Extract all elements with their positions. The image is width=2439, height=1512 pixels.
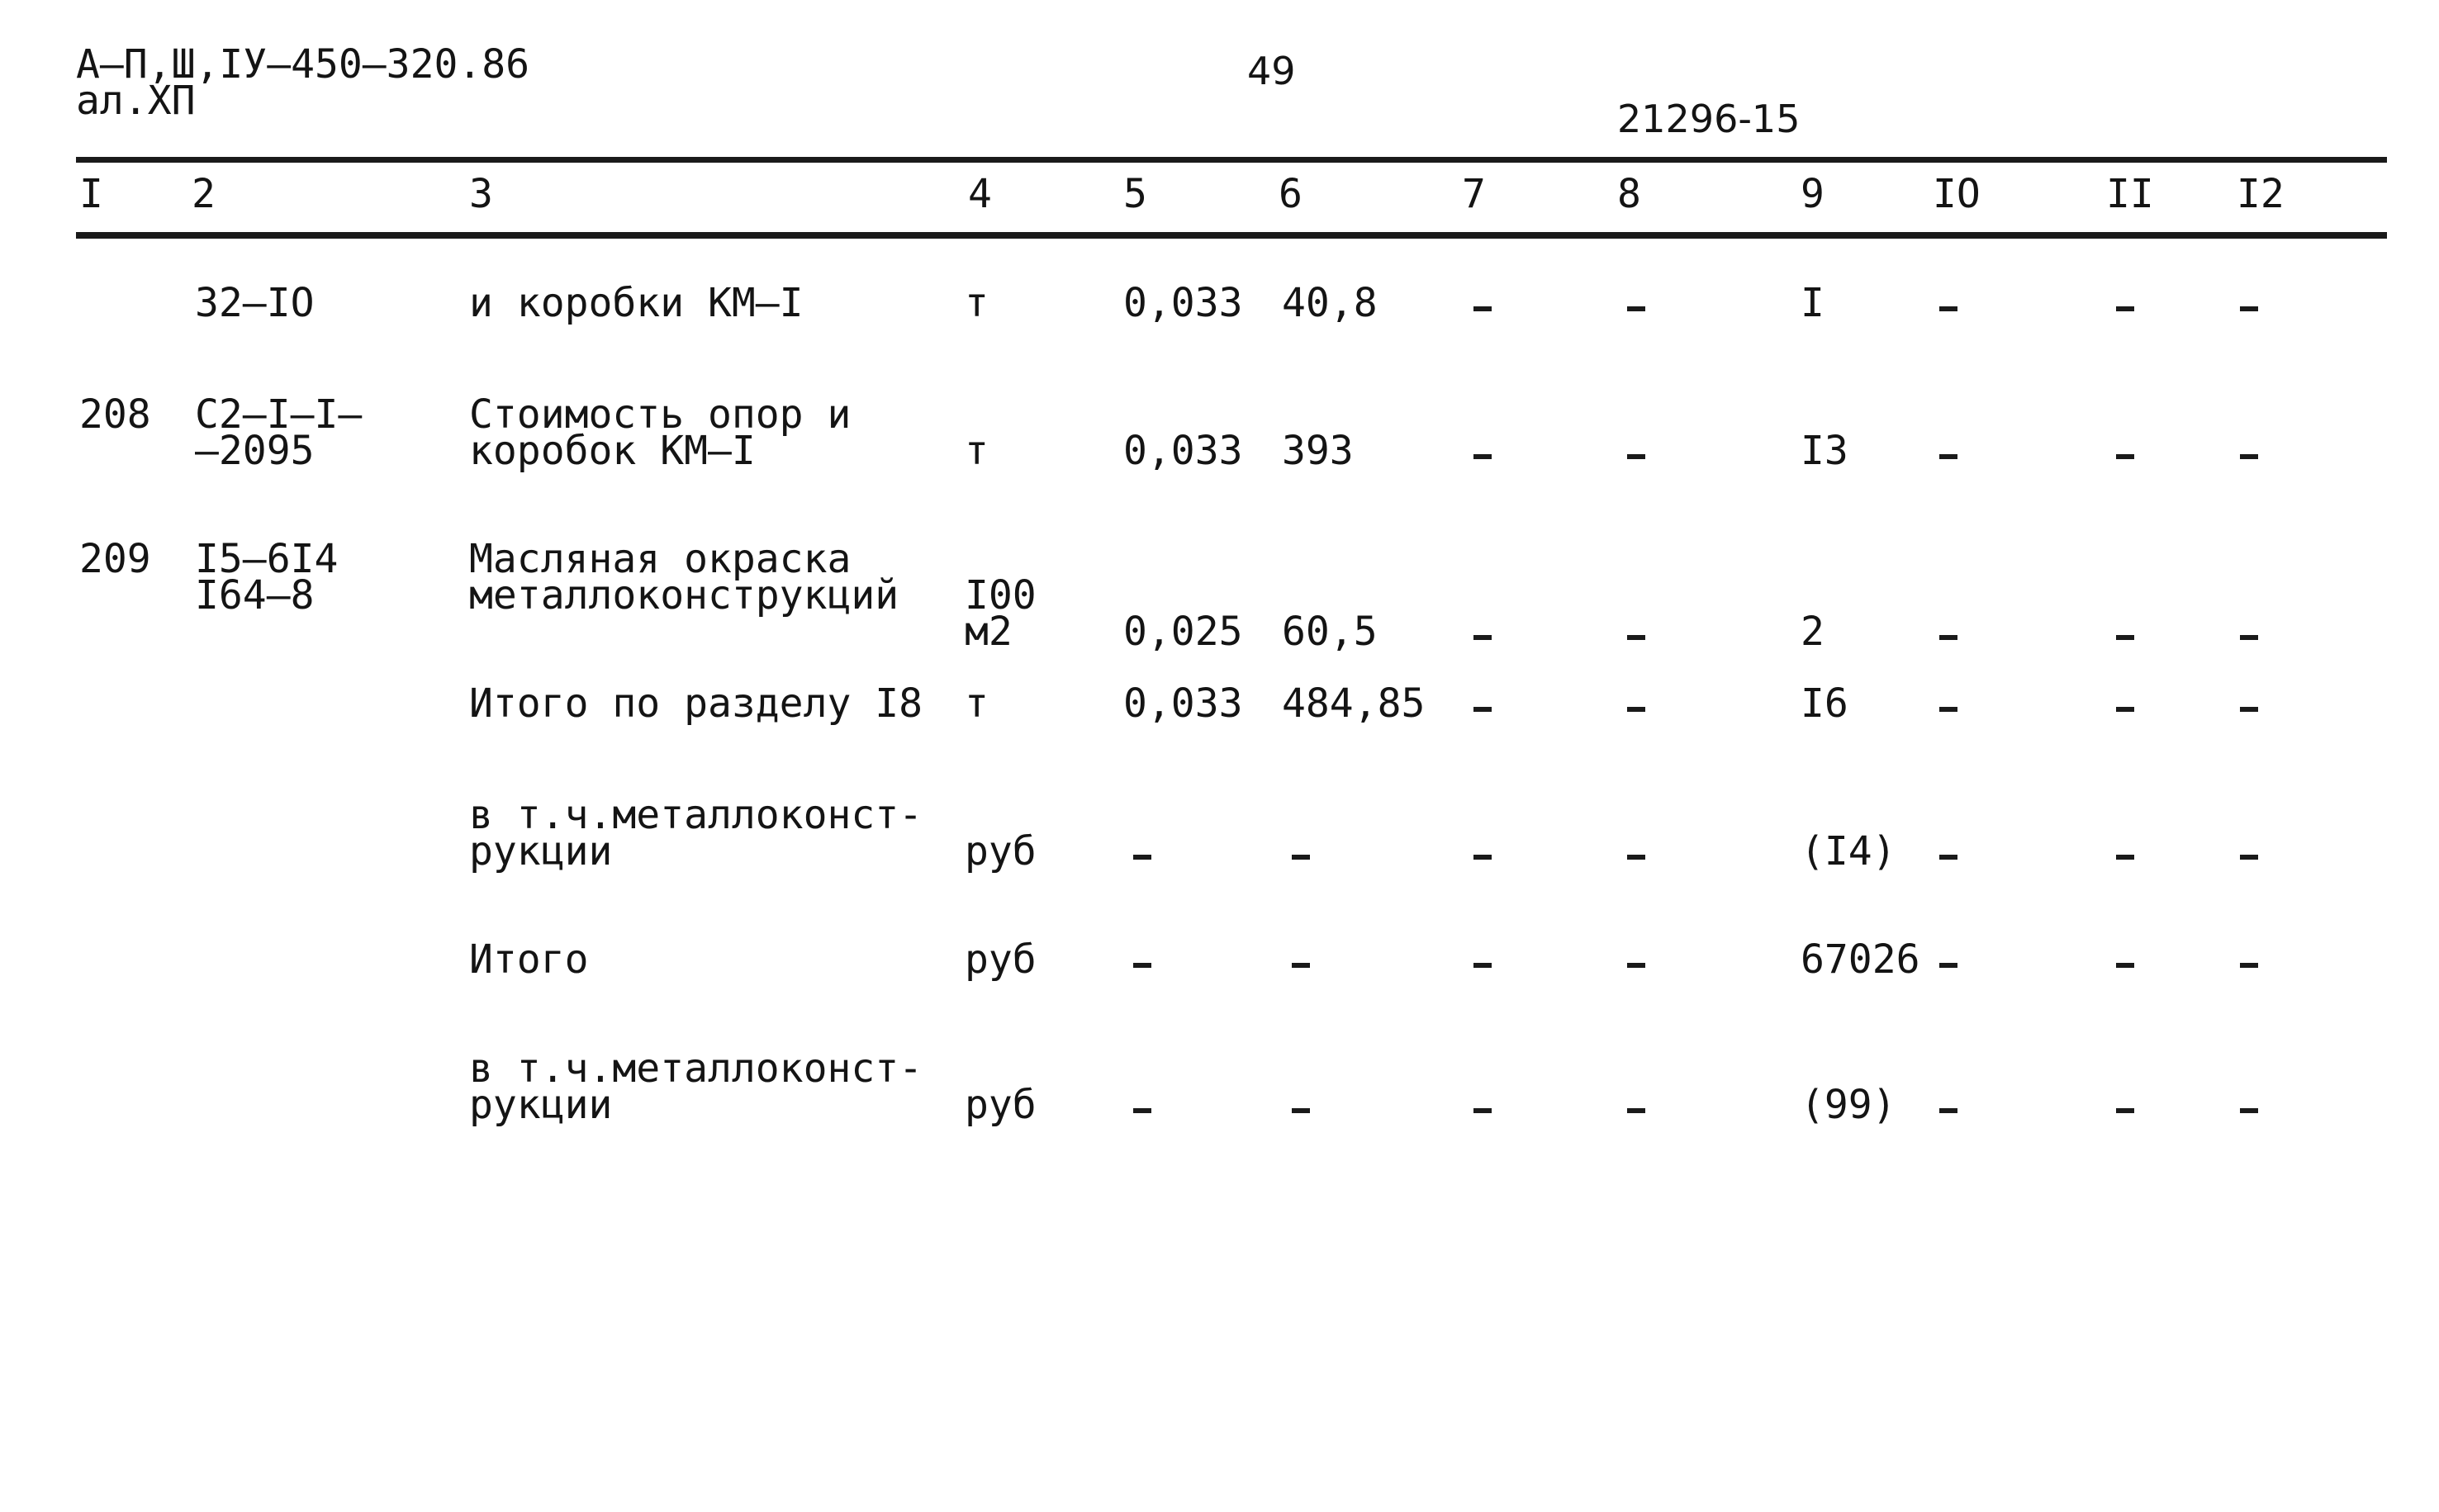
- empty-value-dash: [1939, 454, 1957, 459]
- row-number: 209: [79, 536, 151, 582]
- work-description: Стоимость опор и: [469, 391, 852, 438]
- cell-value-c6: 484,85: [1282, 680, 1426, 727]
- empty-value-dash: [2240, 963, 2258, 968]
- work-description: и коробки КМ–I: [469, 280, 804, 326]
- norm-code: С2–I–I–: [195, 391, 363, 438]
- column-header: 2: [192, 171, 216, 217]
- table-top-rule: [76, 157, 2387, 163]
- column-header: 5: [1123, 171, 1147, 217]
- cell-value-c5: 0,025: [1123, 609, 1243, 655]
- empty-value-dash: [2116, 454, 2134, 459]
- column-header: 3: [469, 171, 493, 217]
- empty-value-dash: [2116, 635, 2134, 640]
- empty-value-dash: [1133, 963, 1151, 968]
- empty-value-dash: [1292, 1108, 1310, 1113]
- empty-value-dash: [2240, 635, 2258, 640]
- cell-value-c6: 60,5: [1282, 609, 1378, 655]
- header-bottom-rule: [76, 232, 2387, 239]
- cell-value-c5: 0,033: [1123, 428, 1243, 474]
- empty-value-dash: [2116, 963, 2134, 968]
- cell-value-c9: I: [1801, 280, 1825, 326]
- column-header: 8: [1617, 171, 1641, 217]
- norm-code: I64–8: [195, 572, 315, 619]
- column-header: 6: [1279, 171, 1303, 217]
- unit-of-measure: т: [965, 428, 989, 474]
- empty-value-dash: [1939, 707, 1957, 712]
- empty-value-dash: [2116, 855, 2134, 860]
- column-header: IO: [1933, 171, 1981, 217]
- document-number: 21296-15: [1617, 97, 1801, 141]
- cell-value-c9: I3: [1801, 428, 1848, 474]
- cell-value-c9: 67026: [1801, 936, 1920, 983]
- column-header: I: [79, 171, 103, 217]
- norm-code: I5–6I4: [195, 536, 339, 582]
- page-number: 49: [1247, 49, 1296, 93]
- unit-of-measure: руб: [965, 936, 1037, 983]
- empty-value-dash: [1292, 855, 1310, 860]
- unit-of-measure: руб: [965, 828, 1037, 874]
- work-description: рукции: [469, 828, 613, 874]
- cell-value-c9: (I4): [1801, 828, 1896, 874]
- empty-value-dash: [1473, 707, 1492, 712]
- work-description: Итого по разделу I8: [469, 680, 923, 727]
- work-description: в т.ч.металлоконст-: [469, 792, 923, 838]
- cell-value-c9: (99): [1801, 1082, 1896, 1128]
- norm-code: –2095: [195, 428, 315, 474]
- empty-value-dash: [1939, 306, 1957, 311]
- empty-value-dash: [2240, 306, 2258, 311]
- empty-value-dash: [1473, 1108, 1492, 1113]
- unit-of-measure: т: [965, 680, 989, 727]
- cell-value-c5: 0,033: [1123, 280, 1243, 326]
- cell-value-c6: 40,8: [1282, 280, 1378, 326]
- column-header: 7: [1462, 171, 1486, 217]
- unit-of-measure: руб: [965, 1082, 1037, 1128]
- empty-value-dash: [2240, 1108, 2258, 1113]
- empty-value-dash: [2240, 454, 2258, 459]
- work-description: коробок КМ–I: [469, 428, 756, 474]
- cell-value-c5: 0,033: [1123, 680, 1243, 727]
- column-header: 9: [1801, 171, 1825, 217]
- empty-value-dash: [1473, 635, 1492, 640]
- empty-value-dash: [1133, 1108, 1151, 1113]
- empty-value-dash: [1627, 1108, 1645, 1113]
- work-description: Итого: [469, 936, 589, 983]
- document-code: А–П,Ш,IУ–450–320.86: [76, 41, 530, 88]
- empty-value-dash: [1473, 306, 1492, 311]
- empty-value-dash: [1627, 306, 1645, 311]
- empty-value-dash: [1939, 963, 1957, 968]
- column-header: I2: [2237, 171, 2285, 217]
- empty-value-dash: [2240, 855, 2258, 860]
- empty-value-dash: [1627, 855, 1645, 860]
- cell-value-c9: I6: [1801, 680, 1848, 727]
- work-description: в т.ч.металлоконст-: [469, 1045, 923, 1092]
- column-header: II: [2106, 171, 2154, 217]
- work-description: Масляная окраска: [469, 536, 852, 582]
- empty-value-dash: [1473, 454, 1492, 459]
- empty-value-dash: [1473, 963, 1492, 968]
- column-header: 4: [968, 171, 992, 217]
- empty-value-dash: [1627, 963, 1645, 968]
- work-description: рукции: [469, 1082, 613, 1128]
- empty-value-dash: [1939, 1108, 1957, 1113]
- unit-of-measure: м2: [965, 609, 1013, 655]
- empty-value-dash: [1133, 855, 1151, 860]
- cell-value-c6: 393: [1282, 428, 1354, 474]
- cell-value-c9: 2: [1801, 609, 1825, 655]
- empty-value-dash: [2116, 707, 2134, 712]
- unit-of-measure: т: [965, 280, 989, 326]
- empty-value-dash: [1939, 635, 1957, 640]
- empty-value-dash: [1627, 635, 1645, 640]
- empty-value-dash: [1627, 707, 1645, 712]
- empty-value-dash: [1292, 963, 1310, 968]
- unit-of-measure: I00: [965, 572, 1037, 619]
- empty-value-dash: [2116, 1108, 2134, 1113]
- empty-value-dash: [1473, 855, 1492, 860]
- row-number: 208: [79, 391, 151, 438]
- work-description: металлоконструкций: [469, 572, 899, 619]
- empty-value-dash: [1627, 454, 1645, 459]
- empty-value-dash: [2240, 707, 2258, 712]
- album-number: ал.ХП: [76, 78, 196, 124]
- norm-code: 32–IO: [195, 280, 315, 326]
- empty-value-dash: [1939, 855, 1957, 860]
- empty-value-dash: [2116, 306, 2134, 311]
